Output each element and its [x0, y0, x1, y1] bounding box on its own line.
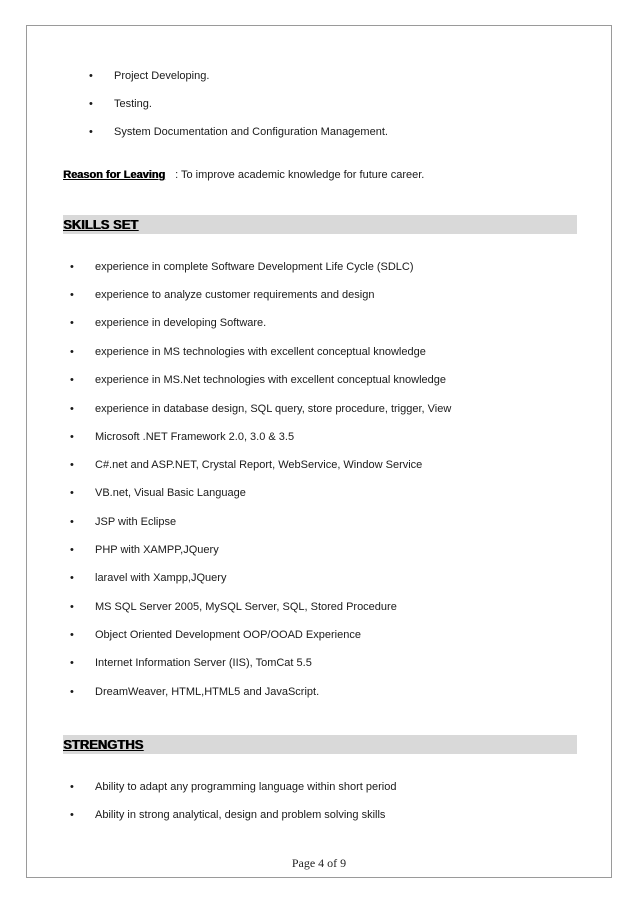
bullet-icon: •: [70, 686, 74, 698]
list-item-text: Microsoft .NET Framework 2.0, 3.0 & 3.5: [95, 431, 295, 443]
list-item-text: VB.net, Visual Basic Language: [95, 487, 246, 499]
list-item-text: Project Developing.: [114, 70, 210, 82]
page-number-footer: Page 4 of 9: [291, 856, 347, 870]
list-item-text: System Documentation and Configuration Management.: [114, 126, 388, 138]
list-item-text: PHP with XAMPP,JQuery: [95, 544, 219, 556]
list-item-text: experience in MS.Net technologies with excellent conceptual knowledge: [95, 374, 446, 386]
reason-for-leaving: [63, 168, 424, 182]
list-item-text: Ability in strong analytical, design and problem solving skills: [95, 809, 386, 821]
skills-section-title: SKILLS SET: [63, 217, 139, 232]
bullet-icon: •: [70, 544, 74, 556]
list-item-text: MS SQL Server 2005, MySQL Server, SQL, Stored Procedure: [95, 601, 397, 613]
bullet-icon: •: [70, 431, 74, 443]
list-item-text: experience in database design, SQL query, store procedure, trigger, View: [95, 403, 452, 415]
bullet-icon: •: [70, 572, 74, 584]
list-item-text: DreamWeaver, HTML,HTML5 and JavaScript.: [95, 686, 320, 698]
list-item-text: JSP with Eclipse: [95, 516, 177, 528]
list-item-text: experience in MS technologies with excellent conceptual knowledge: [95, 346, 426, 358]
bullet-icon: •: [70, 403, 74, 415]
strengths-section-title: STRENGTHS: [63, 737, 144, 752]
bullet-icon: •: [70, 346, 74, 358]
bullet-icon: •: [70, 781, 74, 793]
bullet-icon: •: [70, 374, 74, 386]
skills-section-header: [63, 215, 577, 234]
document-page: [26, 25, 612, 878]
list-item-text: Ability to adapt any programming language within short period: [95, 781, 397, 793]
bullet-icon: •: [70, 601, 74, 613]
bullet-icon: •: [89, 126, 93, 138]
list-item-text: laravel with Xampp,JQuery: [95, 572, 227, 584]
bullet-icon: •: [70, 317, 74, 329]
bullet-icon: •: [70, 629, 74, 641]
list-item-text: Testing.: [114, 98, 152, 110]
bullet-icon: •: [70, 261, 74, 273]
list-item-text: Internet Information Server (IIS), TomCat 5.5: [95, 657, 312, 669]
list-item-text: Object Oriented Development OOP/OOAD Experience: [95, 629, 361, 641]
list-item-text: experience in complete Software Development Life Cycle (SDLC): [95, 261, 414, 273]
strengths-section-header: [63, 735, 577, 754]
list-item-text: experience in developing Software.: [95, 317, 267, 329]
bullet-icon: •: [70, 459, 74, 471]
list-item-text: experience to analyze customer requirements and design: [95, 289, 375, 301]
reason-label: Reason for Leaving: [63, 169, 166, 181]
bullet-icon: •: [70, 289, 74, 301]
bullet-icon: •: [70, 809, 74, 821]
bullet-icon: •: [89, 70, 93, 82]
bullet-icon: •: [70, 487, 74, 499]
bullet-icon: •: [70, 657, 74, 669]
bullet-icon: •: [89, 98, 93, 110]
list-item-text: C#.net and ASP.NET, Crystal Report, WebService, Window Service: [95, 459, 423, 471]
reason-value: : To improve academic knowledge for future career.: [175, 169, 425, 181]
bullet-icon: •: [70, 516, 74, 528]
